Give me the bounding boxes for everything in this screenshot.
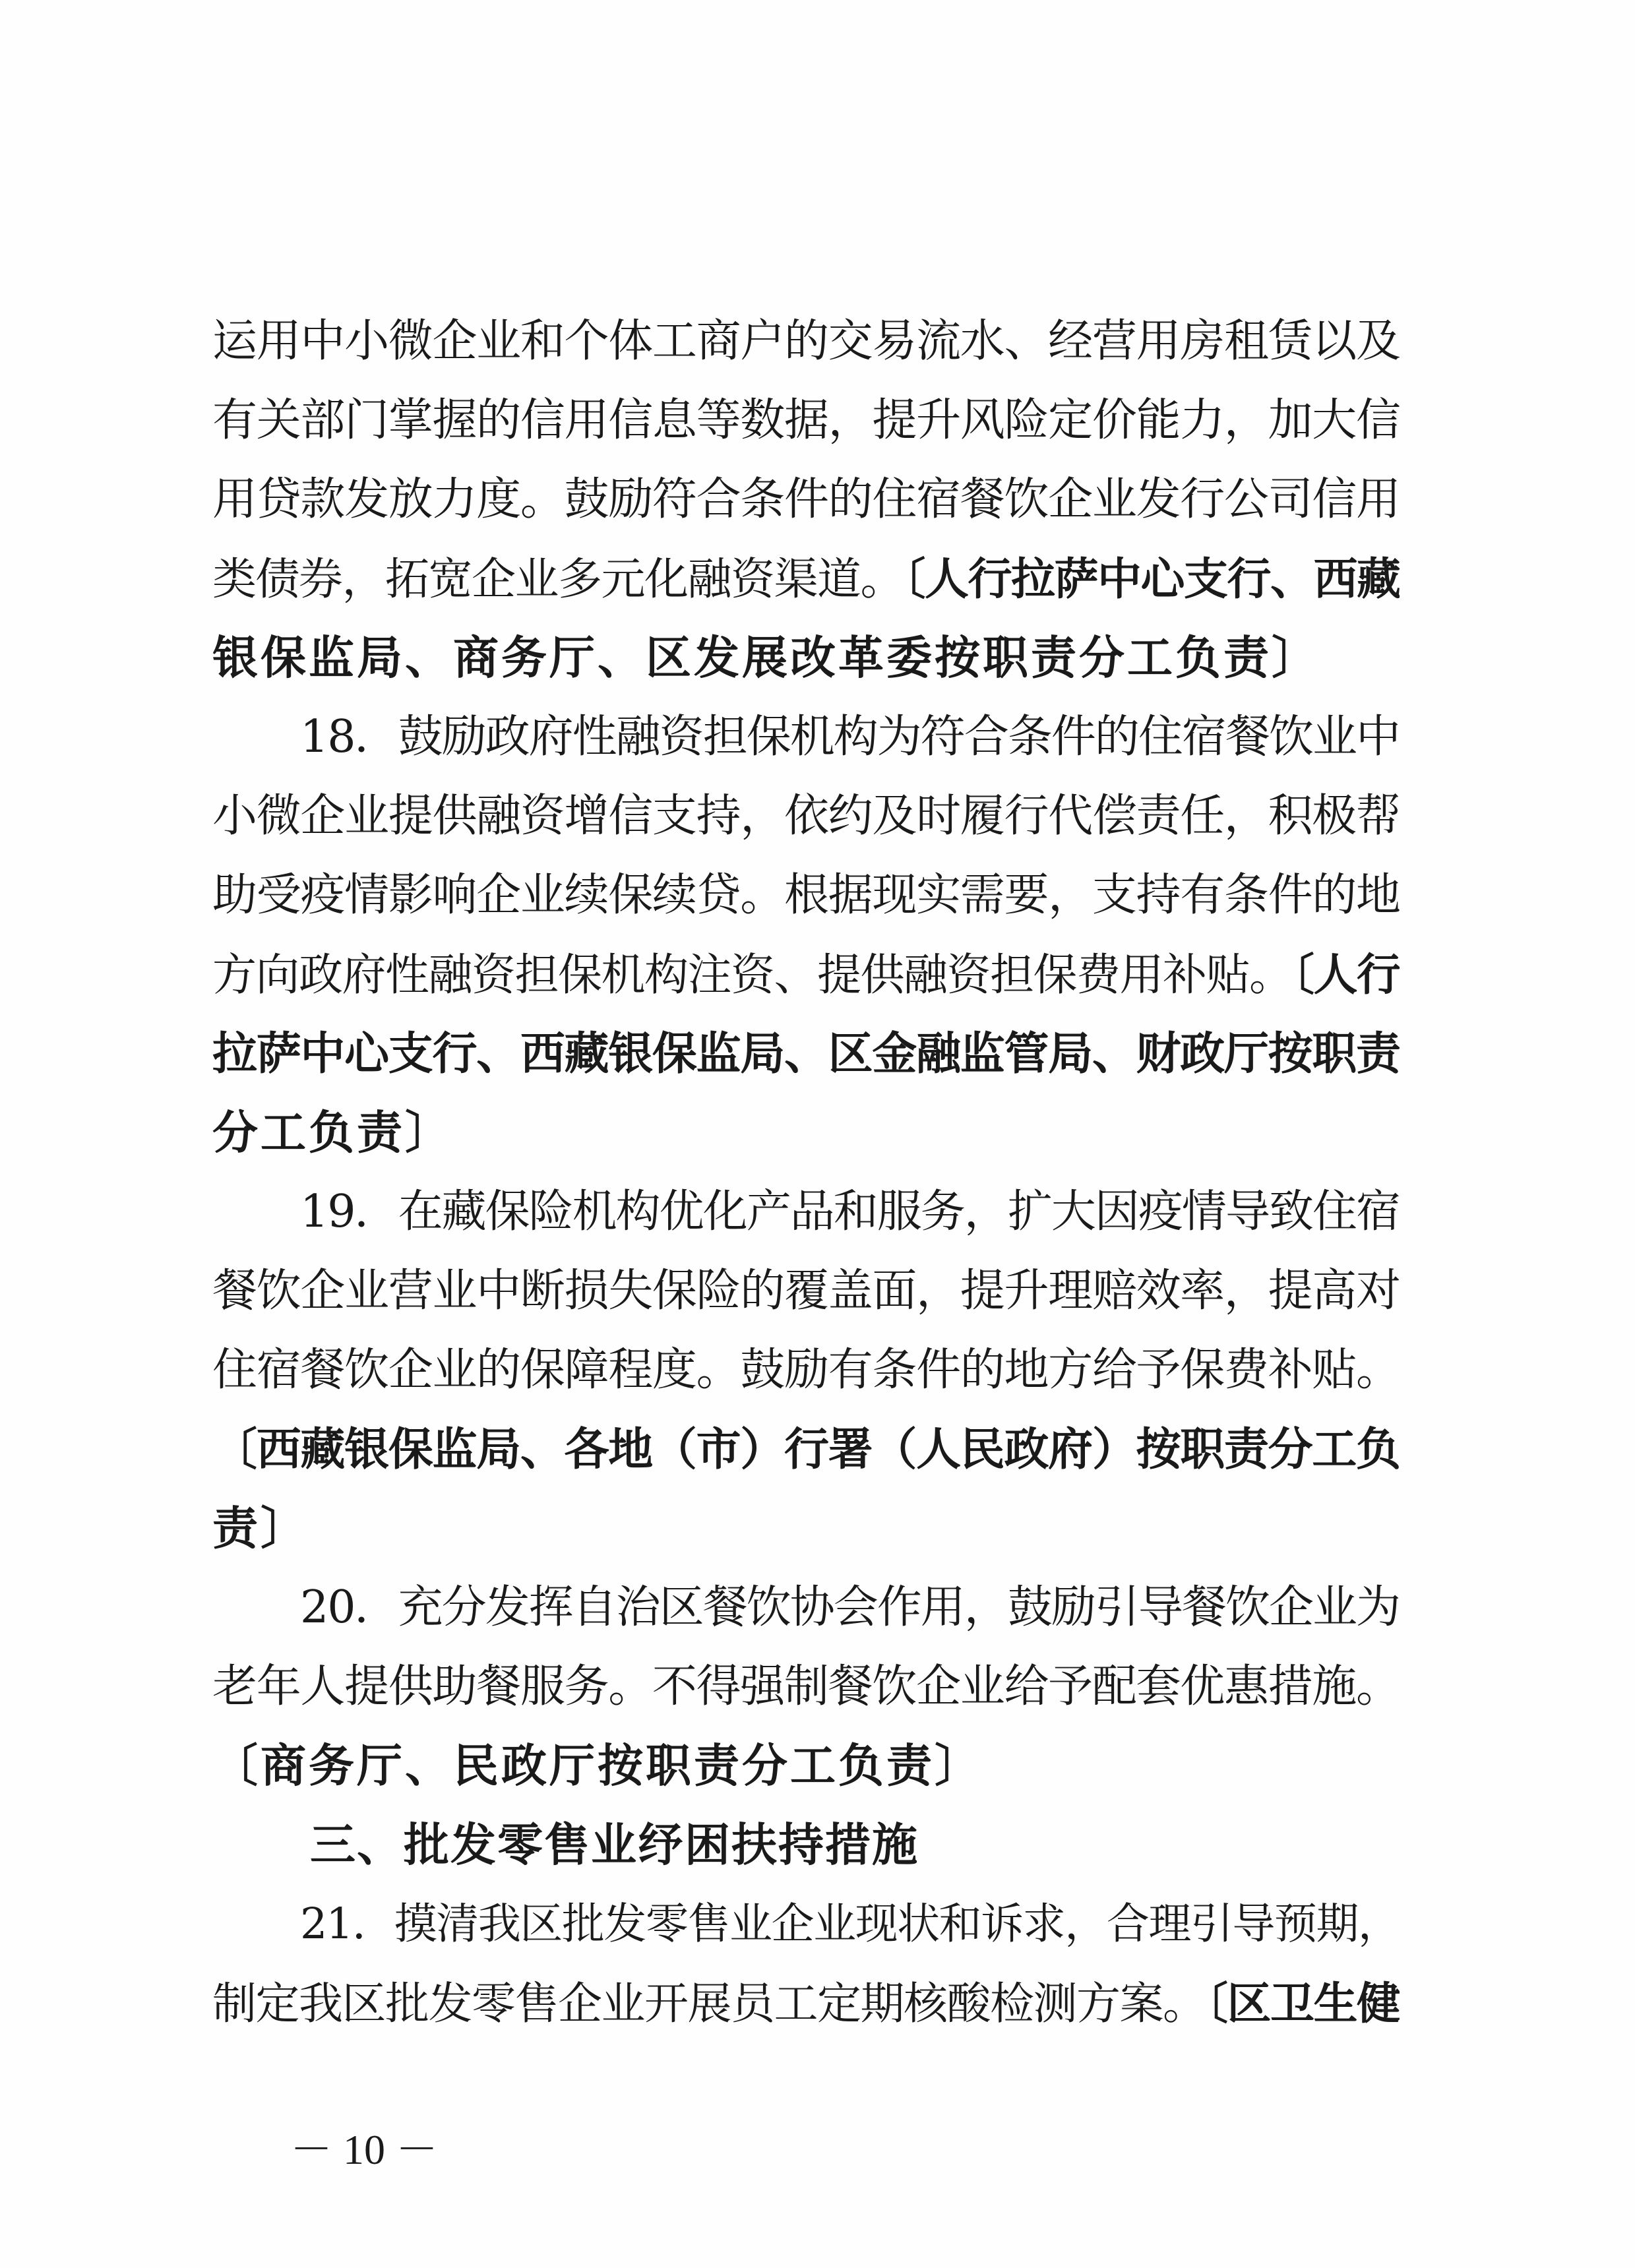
section-heading — [310, 1806, 1365, 1885]
responsibility-note: 责〕 — [212, 1502, 309, 1555]
responsibility-note: 〔人行拉萨中心支行、西藏 — [904, 553, 1400, 605]
responsibility-note: 〔区卫生健 — [1206, 1977, 1400, 2029]
text-line — [212, 1331, 1400, 1410]
responsibility-note: 分工负责〕 — [212, 1106, 453, 1159]
text-line — [212, 856, 1400, 935]
item-19-first-line — [300, 1173, 1400, 1252]
text-segment: 21．摸清我区批发零售业企业现状和诉求，合理引导预期， — [300, 1899, 1400, 1949]
text-line — [212, 1093, 1400, 1173]
text-segment: 有关部门掌握的信用信息等数据，提升风险定价能力，加大信 — [212, 394, 1400, 446]
text-segment: 住宿餐饮企业的保障程度。鼓励有条件的地方给予保费补贴。 — [212, 1344, 1400, 1396]
text-line — [212, 1647, 1400, 1727]
responsibility-note: 〔人行 — [1292, 948, 1400, 1000]
text-segment: 小微企业提供融资增信支持，依约及时履行代偿责任，积极帮 — [212, 790, 1400, 842]
text-line — [212, 539, 1400, 619]
text-line — [212, 1727, 1400, 1806]
text-segment: 用贷款发放力度。鼓励符合条件的住宿餐饮企业发行公司信用 — [212, 474, 1400, 526]
item-20-first-line — [300, 1568, 1400, 1647]
text-segment: 运用中小微企业和个体工商户的交易流水、经营用房租赁以及 — [212, 315, 1400, 367]
text-line — [212, 302, 1400, 381]
text-line — [212, 1964, 1400, 2043]
text-line — [212, 935, 1400, 1014]
text-segment: 类债券，拓宽企业多元化融资渠道。 — [212, 553, 904, 605]
text-segment: 20．充分发挥自治区餐饮协会作用，鼓励引导餐饮企业为 — [300, 1581, 1400, 1634]
text-segment: 助受疫情影响企业续保续贷。根据现实需要，支持有条件的地 — [212, 869, 1400, 921]
text-segment: 制定我区批发零售企业开展员工定期核酸检测方案。 — [212, 1978, 1206, 2029]
text-line — [212, 1489, 1400, 1568]
responsibility-note: 银保监局、商务厅、区发展改革委按职责分工负责〕 — [212, 631, 1320, 685]
section-heading-text: 三、批发零售业纾困扶持措施 — [310, 1819, 919, 1872]
text-line — [212, 1252, 1400, 1331]
text-segment: 方向政府性融资担保机构注资、提供融资担保费用补贴。 — [212, 949, 1293, 1000]
text-segment: 19．在藏保险机构优化产品和服务，扩大因疫情导致住宿 — [300, 1186, 1400, 1238]
text-segment: 18．鼓励政府性融资担保机构为符合条件的住宿餐饮业中 — [300, 711, 1400, 763]
text-line — [212, 1014, 1400, 1093]
responsibility-note: 〔商务厅、民政厅按职责分工负责〕 — [212, 1739, 983, 1793]
text-line — [212, 460, 1400, 539]
text-line — [212, 777, 1400, 856]
item-18-first-line — [300, 698, 1400, 777]
item-21-first-line — [300, 1885, 1400, 1964]
text-segment: 餐饮企业营业中断损失保险的覆盖面，提升理赔效率，提高对 — [212, 1265, 1400, 1317]
text-line — [212, 1410, 1400, 1489]
responsibility-note: 〔西藏银保监局、各地（市）行署（人民政府）按职责分工负 — [212, 1423, 1400, 1476]
text-segment: 老年人提供助餐服务。不得强制餐饮企业给予配套优惠措施。 — [212, 1661, 1400, 1713]
page-number: － 10 － — [290, 2126, 438, 2173]
responsibility-note: 拉萨中心支行、西藏银保监局、区金融监管局、财政厅按职责 — [212, 1027, 1400, 1080]
text-line — [212, 381, 1400, 460]
text-line — [212, 619, 1400, 698]
